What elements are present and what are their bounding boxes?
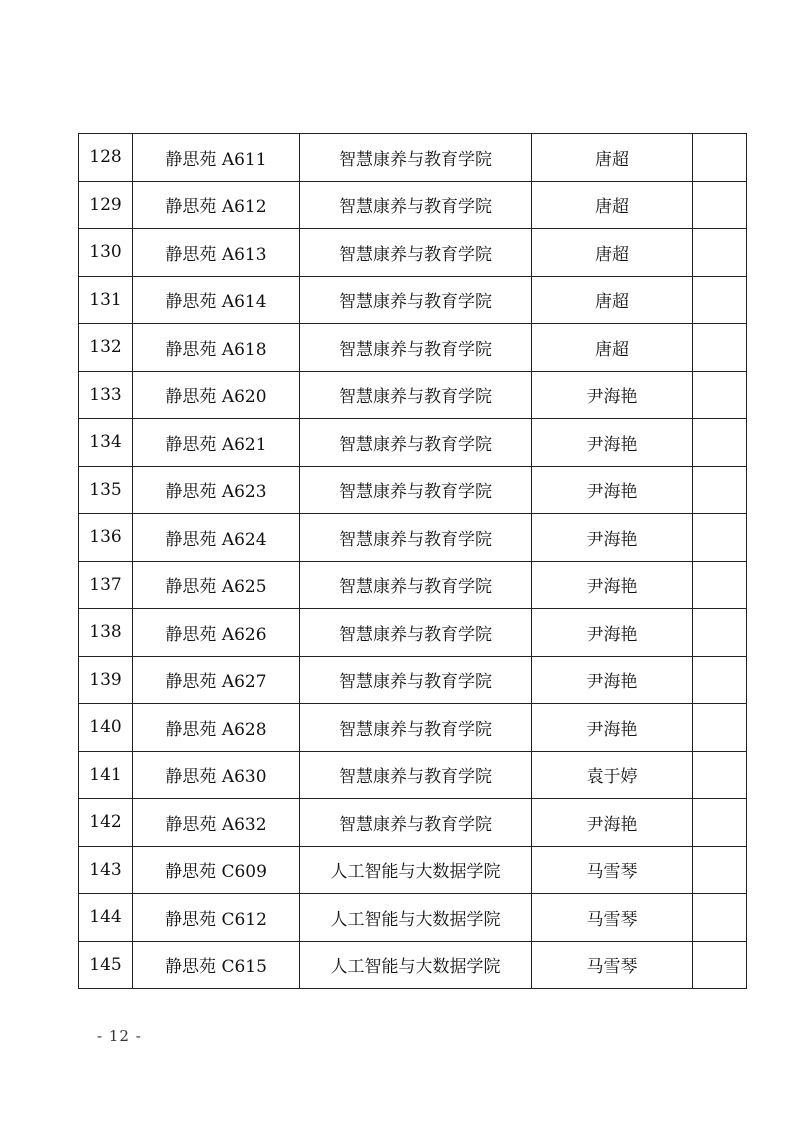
table-row	[79, 751, 747, 799]
college-cell: 智慧康养与教育学院	[300, 751, 532, 799]
responsible-person-cell: 尹海艳	[532, 419, 693, 467]
row-number-cell: 129	[79, 181, 133, 229]
table-row	[79, 276, 747, 324]
dorm-room-cell: 静思苑 A612	[133, 181, 300, 229]
remarks-cell	[693, 181, 747, 229]
college-cell: 智慧康养与教育学院	[300, 514, 532, 562]
remarks-cell	[693, 751, 747, 799]
responsible-person-cell: 尹海艳	[532, 466, 693, 514]
college-cell: 智慧康养与教育学院	[300, 656, 532, 704]
remarks-cell	[693, 846, 747, 894]
dorm-room-cell: 静思苑 C615	[133, 941, 300, 989]
remarks-cell	[693, 894, 747, 942]
remarks-cell	[693, 704, 747, 752]
row-number-cell: 138	[79, 609, 133, 657]
roster-table	[78, 133, 747, 989]
responsible-person-cell: 唐超	[532, 134, 693, 182]
row-number-cell: 145	[79, 941, 133, 989]
page-number: - 12 -	[97, 1027, 142, 1045]
table-row	[79, 181, 747, 229]
responsible-person-cell: 唐超	[532, 276, 693, 324]
college-cell: 智慧康养与教育学院	[300, 134, 532, 182]
remarks-cell	[693, 229, 747, 277]
college-cell: 智慧康养与教育学院	[300, 229, 532, 277]
row-number-cell: 136	[79, 514, 133, 562]
college-cell: 智慧康养与教育学院	[300, 419, 532, 467]
roster-table-body	[79, 134, 747, 989]
responsible-person-cell: 尹海艳	[532, 799, 693, 847]
responsible-person-cell: 唐超	[532, 181, 693, 229]
college-cell: 智慧康养与教育学院	[300, 181, 532, 229]
dorm-room-cell: 静思苑 A632	[133, 799, 300, 847]
college-cell: 智慧康养与教育学院	[300, 324, 532, 372]
responsible-person-cell: 马雪琴	[532, 846, 693, 894]
table-row	[79, 561, 747, 609]
remarks-cell	[693, 134, 747, 182]
remarks-cell	[693, 276, 747, 324]
responsible-person-cell: 马雪琴	[532, 941, 693, 989]
dorm-room-cell: 静思苑 A626	[133, 609, 300, 657]
dorm-room-cell: 静思苑 A614	[133, 276, 300, 324]
responsible-person-cell: 马雪琴	[532, 894, 693, 942]
table-row	[79, 466, 747, 514]
college-cell: 智慧康养与教育学院	[300, 609, 532, 657]
table-row	[79, 846, 747, 894]
table-row	[79, 656, 747, 704]
table-row	[79, 799, 747, 847]
table-row	[79, 704, 747, 752]
row-number-cell: 144	[79, 894, 133, 942]
dorm-room-cell: 静思苑 A630	[133, 751, 300, 799]
remarks-cell	[693, 656, 747, 704]
responsible-person-cell: 尹海艳	[532, 561, 693, 609]
table-row	[79, 324, 747, 372]
table-row	[79, 941, 747, 989]
row-number-cell: 137	[79, 561, 133, 609]
row-number-cell: 143	[79, 846, 133, 894]
row-number-cell: 133	[79, 371, 133, 419]
remarks-cell	[693, 371, 747, 419]
remarks-cell	[693, 324, 747, 372]
table-row	[79, 419, 747, 467]
college-cell: 智慧康养与教育学院	[300, 561, 532, 609]
row-number-cell: 132	[79, 324, 133, 372]
row-number-cell: 142	[79, 799, 133, 847]
dorm-room-cell: 静思苑 A628	[133, 704, 300, 752]
dorm-room-cell: 静思苑 A613	[133, 229, 300, 277]
responsible-person-cell: 尹海艳	[532, 704, 693, 752]
responsible-person-cell: 尹海艳	[532, 609, 693, 657]
dorm-room-cell: 静思苑 A627	[133, 656, 300, 704]
responsible-person-cell: 袁于婷	[532, 751, 693, 799]
college-cell: 智慧康养与教育学院	[300, 704, 532, 752]
table-row	[79, 229, 747, 277]
responsible-person-cell: 尹海艳	[532, 371, 693, 419]
dorm-room-cell: 静思苑 A625	[133, 561, 300, 609]
dorm-room-cell: 静思苑 A618	[133, 324, 300, 372]
college-cell: 智慧康养与教育学院	[300, 371, 532, 419]
college-cell: 人工智能与大数据学院	[300, 941, 532, 989]
college-cell: 智慧康养与教育学院	[300, 466, 532, 514]
dorm-room-cell: 静思苑 A624	[133, 514, 300, 562]
row-number-cell: 128	[79, 134, 133, 182]
responsible-person-cell: 尹海艳	[532, 656, 693, 704]
dorm-room-cell: 静思苑 A611	[133, 134, 300, 182]
table-row	[79, 514, 747, 562]
responsible-person-cell: 尹海艳	[532, 514, 693, 562]
row-number-cell: 131	[79, 276, 133, 324]
row-number-cell: 141	[79, 751, 133, 799]
table-row	[79, 134, 747, 182]
dorm-room-cell: 静思苑 C609	[133, 846, 300, 894]
remarks-cell	[693, 514, 747, 562]
dorm-room-cell: 静思苑 A620	[133, 371, 300, 419]
table-row	[79, 371, 747, 419]
college-cell: 人工智能与大数据学院	[300, 846, 532, 894]
remarks-cell	[693, 419, 747, 467]
college-cell: 智慧康养与教育学院	[300, 276, 532, 324]
table-row	[79, 609, 747, 657]
row-number-cell: 135	[79, 466, 133, 514]
college-cell: 人工智能与大数据学院	[300, 894, 532, 942]
row-number-cell: 139	[79, 656, 133, 704]
responsible-person-cell: 唐超	[532, 229, 693, 277]
row-number-cell: 130	[79, 229, 133, 277]
dorm-room-cell: 静思苑 A621	[133, 419, 300, 467]
responsible-person-cell: 唐超	[532, 324, 693, 372]
remarks-cell	[693, 466, 747, 514]
remarks-cell	[693, 799, 747, 847]
dorm-room-cell: 静思苑 A623	[133, 466, 300, 514]
table-row	[79, 894, 747, 942]
remarks-cell	[693, 609, 747, 657]
row-number-cell: 134	[79, 419, 133, 467]
dorm-room-cell: 静思苑 C612	[133, 894, 300, 942]
row-number-cell: 140	[79, 704, 133, 752]
college-cell: 智慧康养与教育学院	[300, 799, 532, 847]
remarks-cell	[693, 561, 747, 609]
remarks-cell	[693, 941, 747, 989]
